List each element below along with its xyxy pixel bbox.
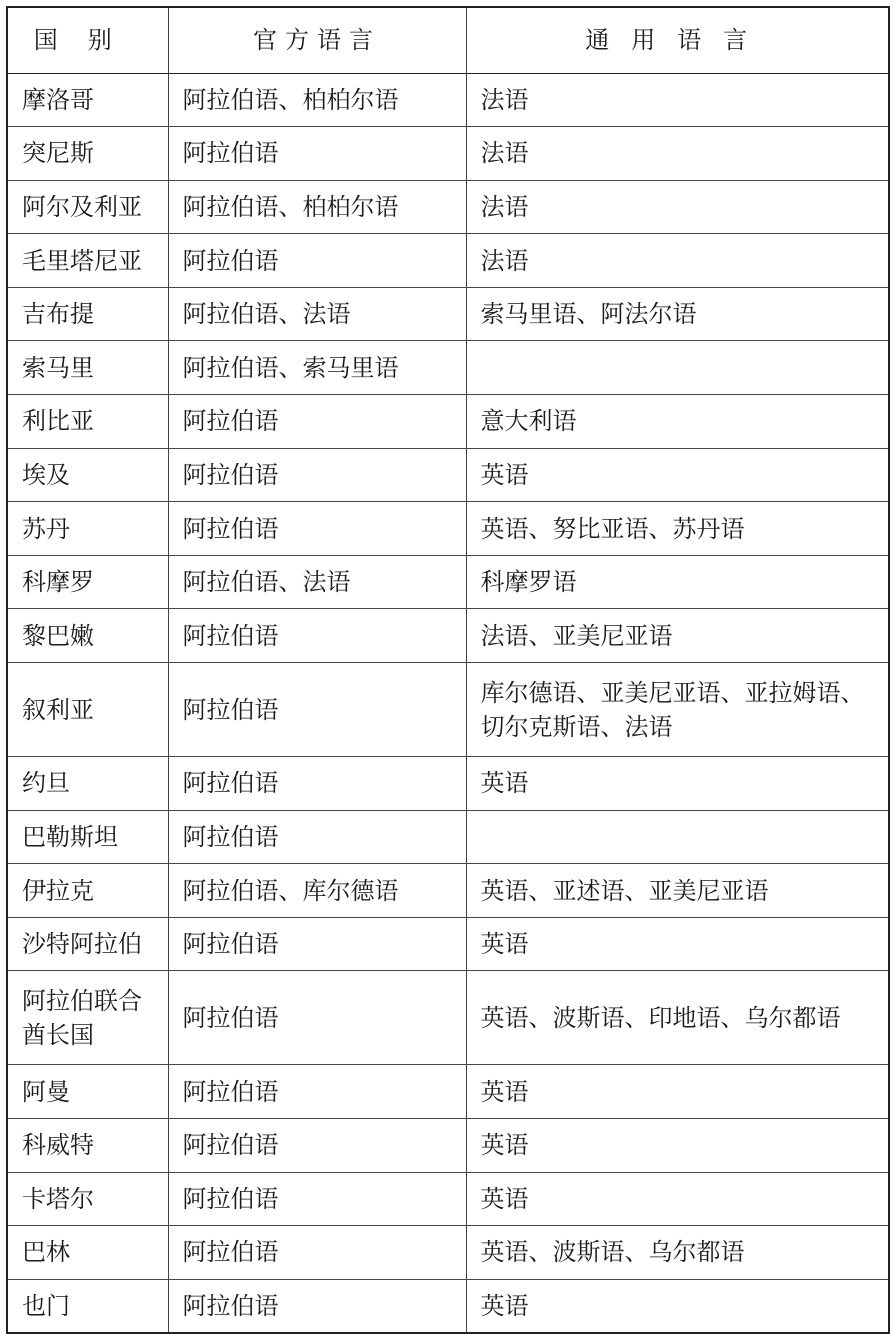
- official-language-cell: 阿拉伯语: [168, 971, 466, 1065]
- official-language-cell: 阿拉伯语: [168, 757, 466, 811]
- header-row: [7, 7, 889, 73]
- table-row: [7, 971, 889, 1065]
- country-cell: 也门: [7, 1279, 168, 1333]
- table-row: [7, 73, 889, 127]
- table-row: [7, 287, 889, 341]
- common-language-cell: 英语: [466, 917, 889, 971]
- country-cell: 利比亚: [7, 395, 168, 449]
- country-cell: 卡塔尔: [7, 1172, 168, 1226]
- official-language-cell: 阿拉伯语: [168, 1279, 466, 1333]
- table-row: [7, 810, 889, 864]
- country-cell: 叙利亚: [7, 663, 168, 757]
- country-cell: 黎巴嫩: [7, 609, 168, 663]
- language-table: [6, 6, 890, 1334]
- table-row: [7, 395, 889, 449]
- common-language-cell: 库尔德语、亚美尼亚语、亚拉姆语、切尔克斯语、法语: [466, 663, 889, 757]
- official-language-cell: 阿拉伯语、柏柏尔语: [168, 73, 466, 127]
- table-row: [7, 341, 889, 395]
- table-row: [7, 609, 889, 663]
- common-language-cell: 英语、波斯语、印地语、乌尔都语: [466, 971, 889, 1065]
- table-row: [7, 502, 889, 556]
- country-cell: 科摩罗: [7, 555, 168, 609]
- country-cell: 巴勒斯坦: [7, 810, 168, 864]
- country-cell: 阿尔及利亚: [7, 180, 168, 234]
- country-cell: 沙特阿拉伯: [7, 917, 168, 971]
- official-language-cell: 阿拉伯语: [168, 1065, 466, 1119]
- country-cell: 阿曼: [7, 1065, 168, 1119]
- official-language-cell: 阿拉伯语、索马里语: [168, 341, 466, 395]
- common-language-cell: 法语: [466, 73, 889, 127]
- table-row: [7, 555, 889, 609]
- official-language-cell: 阿拉伯语: [168, 810, 466, 864]
- common-language-cell: 英语、努比亚语、苏丹语: [466, 502, 889, 556]
- common-language-cell: 英语: [466, 1119, 889, 1173]
- header-common-language: 通用语言: [466, 7, 889, 73]
- table-row: [7, 757, 889, 811]
- common-language-cell: 英语: [466, 1172, 889, 1226]
- country-cell: 摩洛哥: [7, 73, 168, 127]
- common-language-cell: [466, 810, 889, 864]
- table-row: [7, 1065, 889, 1119]
- header-official-language: 官方语言: [168, 7, 466, 73]
- common-language-cell: 英语: [466, 448, 889, 502]
- common-language-cell: 英语: [466, 1065, 889, 1119]
- common-language-cell: 科摩罗语: [466, 555, 889, 609]
- official-language-cell: 阿拉伯语、库尔德语: [168, 864, 466, 918]
- common-language-cell: 法语: [466, 234, 889, 288]
- official-language-cell: 阿拉伯语: [168, 395, 466, 449]
- table-row: [7, 1119, 889, 1173]
- official-language-cell: 阿拉伯语、法语: [168, 555, 466, 609]
- table-row: [7, 917, 889, 971]
- common-language-cell: 意大利语: [466, 395, 889, 449]
- country-cell: 巴林: [7, 1226, 168, 1280]
- table-header: [7, 7, 889, 73]
- common-language-cell: 英语、波斯语、乌尔都语: [466, 1226, 889, 1280]
- official-language-cell: 阿拉伯语: [168, 1226, 466, 1280]
- official-language-cell: 阿拉伯语: [168, 127, 466, 181]
- country-cell: 伊拉克: [7, 864, 168, 918]
- table-row: [7, 448, 889, 502]
- table-row: [7, 234, 889, 288]
- country-cell: 科威特: [7, 1119, 168, 1173]
- table-row: [7, 180, 889, 234]
- country-cell: 阿拉伯联合酋长国: [7, 971, 168, 1065]
- official-language-cell: 阿拉伯语、柏柏尔语: [168, 180, 466, 234]
- table-row: [7, 1226, 889, 1280]
- header-country: 国别: [7, 7, 168, 73]
- official-language-cell: 阿拉伯语: [168, 1172, 466, 1226]
- common-language-cell: 英语、亚述语、亚美尼亚语: [466, 864, 889, 918]
- country-cell: 突尼斯: [7, 127, 168, 181]
- official-language-cell: 阿拉伯语: [168, 917, 466, 971]
- common-language-cell: 英语: [466, 757, 889, 811]
- country-cell: 埃及: [7, 448, 168, 502]
- common-language-cell: 法语、亚美尼亚语: [466, 609, 889, 663]
- official-language-cell: 阿拉伯语: [168, 234, 466, 288]
- table-row: [7, 1172, 889, 1226]
- table-body: [7, 73, 889, 1333]
- country-cell: 苏丹: [7, 502, 168, 556]
- country-cell: 吉布提: [7, 287, 168, 341]
- country-cell: 索马里: [7, 341, 168, 395]
- official-language-cell: 阿拉伯语、法语: [168, 287, 466, 341]
- official-language-cell: 阿拉伯语: [168, 1119, 466, 1173]
- common-language-cell: 法语: [466, 127, 889, 181]
- table-row: [7, 127, 889, 181]
- common-language-cell: 索马里语、阿法尔语: [466, 287, 889, 341]
- official-language-cell: 阿拉伯语: [168, 609, 466, 663]
- table-row: [7, 864, 889, 918]
- country-cell: 约旦: [7, 757, 168, 811]
- official-language-cell: 阿拉伯语: [168, 448, 466, 502]
- common-language-cell: 英语: [466, 1279, 889, 1333]
- official-language-cell: 阿拉伯语: [168, 663, 466, 757]
- country-cell: 毛里塔尼亚: [7, 234, 168, 288]
- table-row: [7, 663, 889, 757]
- common-language-cell: 法语: [466, 180, 889, 234]
- table-row: [7, 1279, 889, 1333]
- official-language-cell: 阿拉伯语: [168, 502, 466, 556]
- common-language-cell: [466, 341, 889, 395]
